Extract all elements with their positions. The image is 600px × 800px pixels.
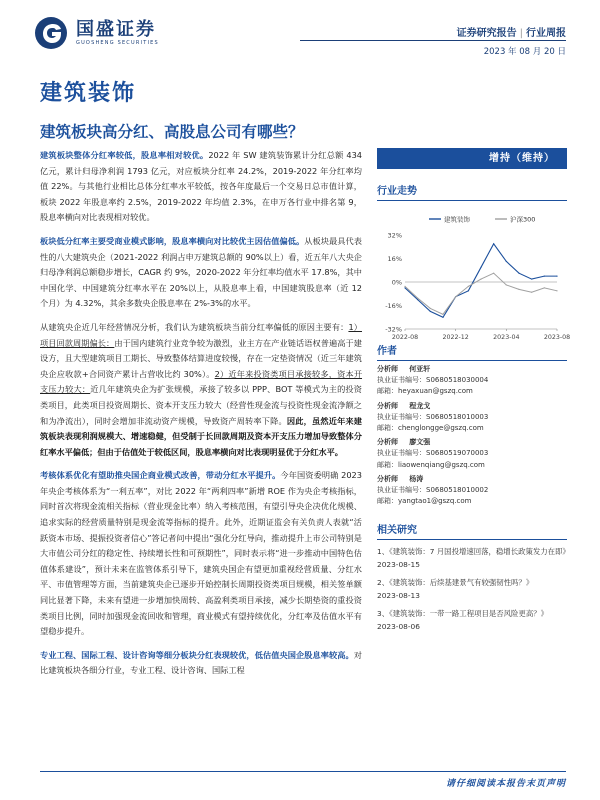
data-point	[480, 267, 481, 268]
data-point	[442, 317, 443, 318]
reason-1-label: 1）项目回款周期偏长：	[40, 321, 362, 348]
logo-english-name: GUOSHENG SECURITIES	[76, 40, 159, 46]
author-role: 分析师	[377, 474, 398, 483]
company-logo	[34, 16, 159, 50]
x-tick-label: 2023-08	[543, 334, 571, 341]
author-name: 何亚轩	[409, 365, 431, 373]
email-label: 邮箱：	[377, 497, 398, 506]
author-card	[377, 364, 567, 398]
reason-1-text: 由于国内建筑行业竞争较为激烈，业主方在产业链话语权普遍高于建设方，且大型建筑项目工期长、导致整体结算进度较慢，存在一定垫资情况（近三年建筑央企应收款+合同资产累计占营收比约 30%）。	[40, 337, 362, 379]
y-tick-label: -32%	[385, 325, 402, 334]
data-point	[556, 276, 557, 277]
cert-label: 执业证书编号：	[377, 486, 426, 495]
paragraph-lead: 考核体系优化有望助推央国企商业模式改善，带动分红水平提升。	[40, 470, 281, 481]
related-item-title[interactable]: 1、《建筑装饰：7 月国投增速回落，稳增长政策发力在即》	[377, 547, 570, 556]
author-email[interactable]: heyaxuan@gszq.com	[398, 387, 473, 396]
paragraph-body: 2022 年 SW 建筑装饰累计分红总额 434 亿元，累计归母净利润 1793 亿元，对应板块分红率 24.2%，2019-2022 年分红率均值 22%。与其他行业相比总体分红率水平较低，按各年度最后一个交易日总市值计算，板块 2022 年股息率约 2.5%，2019-2022 年均值 2.3%，在申万各行业中排名第 9，股息率横向对比表现相对较优。	[40, 150, 362, 223]
trend-chart-svg	[377, 211, 571, 347]
sector-name: 建筑装饰	[40, 81, 137, 106]
paragraph-intro: 从建筑央企近几年经营情况分析，我们认为建筑板块当前分红率偏低的原因主要有：	[40, 321, 349, 332]
y-tick-label: 16%	[387, 255, 402, 263]
data-point	[417, 298, 418, 299]
author-card	[377, 437, 567, 471]
x-tick-label: 2022-12	[442, 334, 469, 341]
author-email[interactable]: liaowenqiang@gszq.com	[398, 460, 485, 469]
email-label: 邮箱：	[377, 460, 398, 469]
related-item[interactable]	[377, 607, 567, 633]
related-item-title[interactable]: 2、《建筑装饰：后续基建景气有较强韧性吗？》	[377, 578, 534, 587]
footer-disclaimer: 请仔细阅读本报告末页声明	[445, 779, 566, 789]
paragraph-subsectors	[40, 648, 362, 679]
authors-title: 作者	[377, 342, 567, 361]
author-card	[377, 474, 567, 508]
author-email[interactable]: chenglongge@gszq.com	[398, 424, 484, 433]
paragraph-lead: 专业工程、国际工程、设计咨询等细分板块分红表现较优，低估值央国企股息率较高。	[40, 649, 354, 660]
report-category-label: 行业周报	[526, 28, 566, 39]
reason-2-label: 2）近年来投资类项目承接较多，资本开支压力较大：	[40, 368, 363, 395]
paragraph-assessment-reform	[40, 468, 362, 640]
data-point	[442, 314, 443, 315]
header-divider	[300, 40, 566, 41]
trend-title: 行业走势	[377, 182, 567, 201]
related-item-date: 2023-08-13	[377, 591, 420, 600]
y-tick-label: 0%	[391, 278, 402, 287]
data-point	[544, 276, 545, 277]
author-name: 廖文强	[409, 438, 431, 447]
data-point	[430, 311, 431, 312]
x-tick-label: 2023-04	[493, 334, 520, 341]
related-research-list	[377, 545, 570, 638]
related-item[interactable]	[377, 545, 570, 571]
author-cert: S0680518030004	[426, 376, 489, 385]
paragraph-lead: 板块低分红率主要受商业模式影响，股息率横向对比较优主因估值偏低。	[40, 235, 305, 246]
data-point	[518, 273, 519, 274]
y-tick-label: 32%	[387, 231, 402, 240]
y-tick-label: -16%	[385, 302, 402, 310]
report-title: 建筑板块高分红、高股息公司有哪些？	[40, 123, 304, 141]
data-point	[480, 278, 481, 279]
author-name: 程龙戈	[409, 401, 431, 410]
data-point	[506, 261, 507, 262]
data-point	[544, 287, 545, 288]
data-point	[430, 308, 431, 309]
author-role: 分析师	[377, 438, 398, 447]
data-point	[506, 284, 507, 285]
legend-label: 建筑装饰	[444, 215, 470, 224]
author-email[interactable]: yangtao1@gszq.com	[398, 497, 472, 506]
report-type-label: 证券研究报告	[456, 28, 517, 39]
data-point	[518, 289, 519, 290]
footer-divider	[40, 771, 566, 772]
paragraph-lead: 建筑板块整体分红率较低，股息率相对较优。	[40, 150, 209, 160]
related-item[interactable]	[377, 576, 567, 602]
author-cert: S0680518010003	[426, 412, 489, 421]
report-type: 证券研究报告 | 行业周报	[456, 28, 566, 39]
author-name: 杨涛	[409, 474, 424, 483]
related-item-date: 2023-08-15	[377, 560, 420, 569]
trend-chart	[377, 201, 571, 347]
logo-mark-icon	[34, 16, 68, 50]
data-point	[417, 299, 418, 300]
rating-badge: 增持（维持）	[377, 148, 567, 169]
page-header	[0, 0, 600, 60]
author-list	[377, 364, 567, 510]
email-label: 邮箱：	[377, 387, 398, 396]
report-date: 2023 年 08 月 20 日	[483, 47, 566, 57]
author-card	[377, 401, 567, 435]
paragraph-body: 对比建筑板块各细分行业，专业工程、设计咨询、国际工程	[40, 649, 362, 676]
paragraph-body: 今年国资委明确 2023 年央企考核体系为“一利五率”，对比 2022 年“两利四率”新增 ROE 作为央企考核指标，同时首次将现金流相关指标（营业现金比率）纳入考核范围，有望引导央企决优化规模、追求实际的经营质量特别是现金流等指标的提升。此外，近期证监会有关负责人表就“活跃资本市场、提振投资者信心”答记者问中提出“强化分红导向，推动提升上市公司特别是大市值公司分红的稳定性、持续增长性和可预期性”，同时表示将“进一步推动中国特色估值体系建设”，预计未来在监管体系引导下，建筑央国企有望更加重视经营质量、分红水平、市值管理等方面，当前建筑央企已逐步开始控制长周期投资类项目规模，相关签单额同比显著下降，未来有望进一步增加快周转、高盈利类项目承接，减少长期垫资的重投资类项目比例，同时加强现金流回收和管理，商业模式有望持续优化，分红率及估值水平有望稳步提升。	[40, 470, 362, 637]
sidebar	[377, 148, 571, 347]
cert-label: 执业证书编号：	[377, 412, 426, 421]
author-cert: S0680519070003	[426, 449, 489, 458]
paragraph-dividend-overview	[40, 148, 362, 226]
main-body	[40, 148, 362, 687]
logo-chinese-name: 国盛证券	[76, 19, 156, 40]
cert-label: 执业证书编号：	[377, 449, 426, 458]
email-label: 邮箱：	[377, 424, 398, 433]
cert-label: 执业证书编号：	[377, 376, 426, 385]
data-point	[468, 290, 469, 291]
data-point	[455, 296, 456, 297]
related-item-title[interactable]: 3、《建筑装饰：一带一路工程项目是否风险更高？》	[377, 609, 548, 618]
data-point	[493, 273, 494, 274]
data-point	[531, 292, 532, 293]
related-title: 相关研究	[377, 521, 567, 540]
author-role: 分析师	[377, 365, 398, 373]
paragraph-body: 从板块最具代表性的八大建筑央企（2021-2022 利润占申万建筑总额的 90%以上）看，近五年八大央企归母净利润总额稳步增长，CAGR 约 9%，2020-2022 年分红率均值水平 17.8%，其中中国化学、中国建筑分红率水平在 20%以上，从股息率上看，中国建筑股息率（近 12 个月）为 4.32%，其余多数央企股息率在 2%-3%的水平。	[40, 235, 362, 309]
data-point	[468, 286, 469, 287]
author-cert: S0680518010002	[426, 486, 489, 495]
data-point	[404, 286, 405, 287]
reason-2-text: 近几年建筑央企为扩张规模，承接了较多以 PPP、BOT 等模式为主的投资类项目，此类项目投资周期长、资本开支压力较大（经营性现金流与投资性现金流净额之和为净流出），同时会增加非流动资产规模，导致资产周转率下降。	[40, 384, 362, 426]
x-tick-label: 2022-08	[391, 334, 419, 341]
paragraph-business-model	[40, 234, 362, 312]
reason-conclusion: 因此，虽然近年来建筑板块表现利润规模大、增速稳健，但受制于长回款周期及资本开支压力增加导致整体分红率水平偏低；但由于估值处于较低区间，股息率横向对比表现明显优于分红水平。	[40, 415, 362, 457]
data-point	[531, 278, 532, 279]
data-point	[556, 290, 557, 291]
data-point	[493, 243, 494, 244]
related-item-date: 2023-08-06	[377, 622, 420, 631]
paragraph-reasons	[40, 320, 362, 460]
legend-label: 沪深300	[510, 215, 536, 224]
author-role: 分析师	[377, 401, 398, 410]
